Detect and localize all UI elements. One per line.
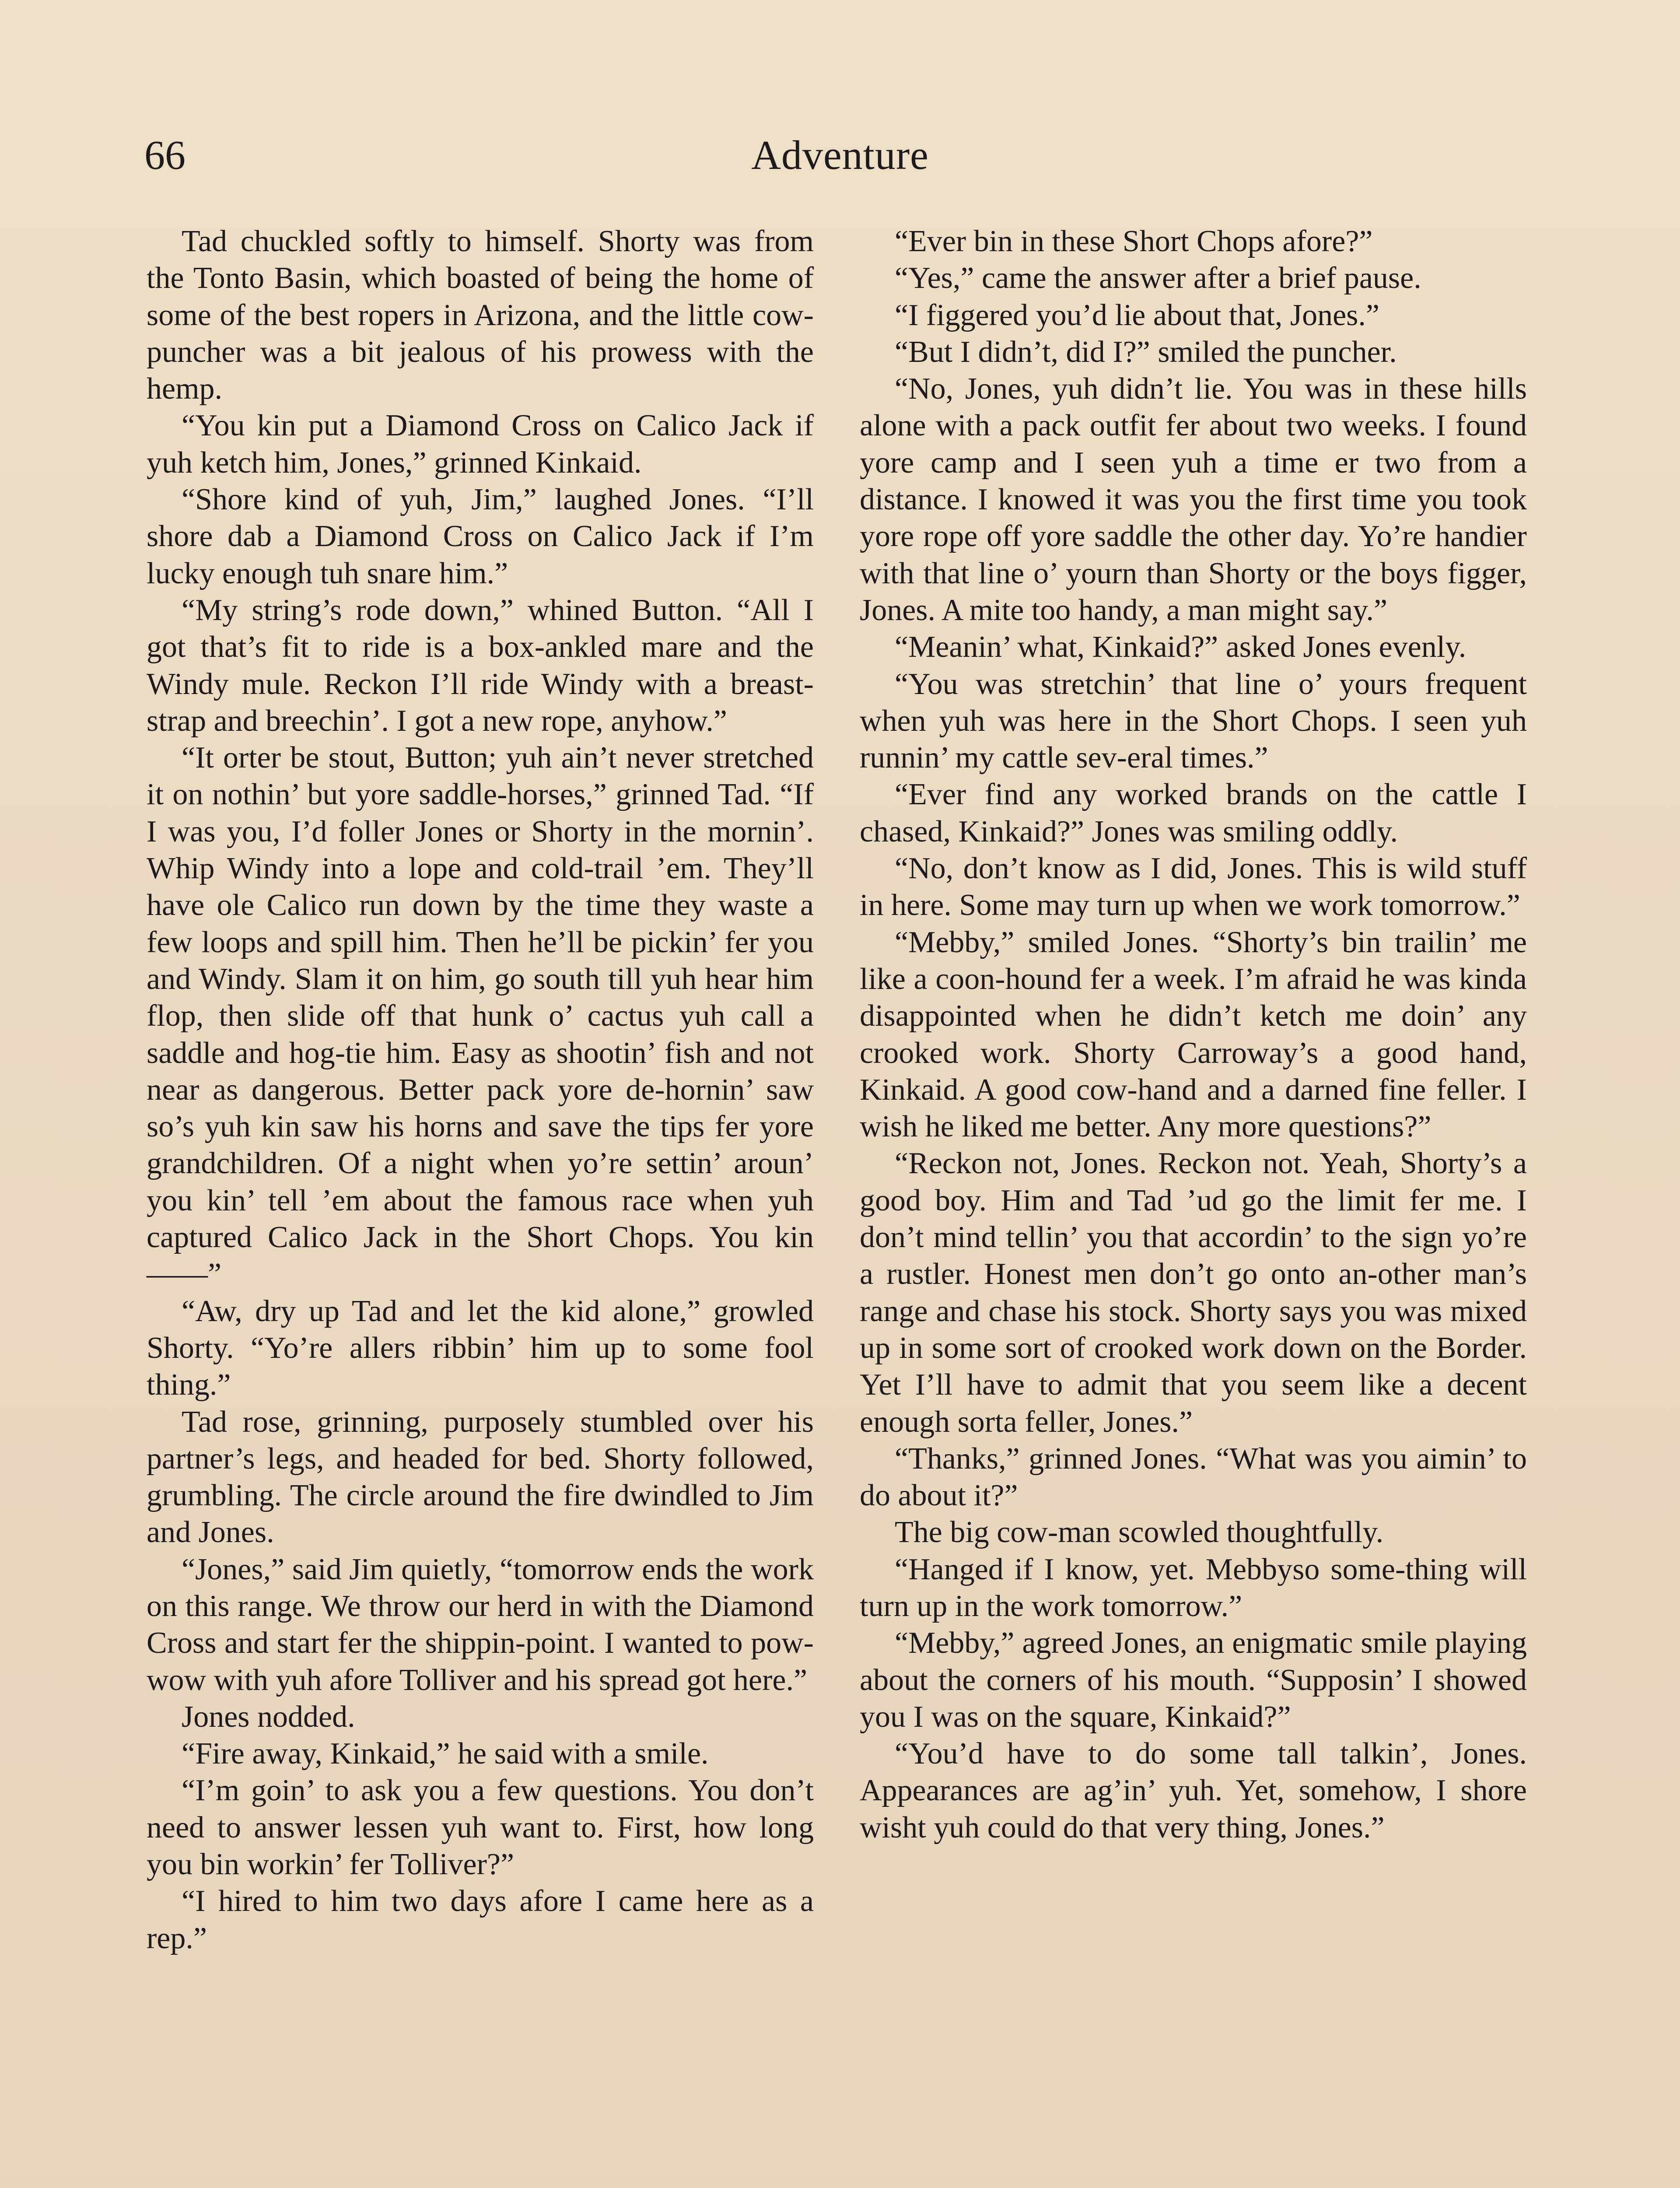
paragraph: “Yes,” came the answer after a brief pause. — [895, 261, 1421, 295]
paragraph: Jones nodded. — [182, 1700, 355, 1734]
page-header — [144, 127, 1536, 184]
paragraph: “No, Jones, yuh didn’t lie. You was in these hills alone with a pack outfit fer about two weeks. I found yore camp and I seen yuh a time er two from a distance. I knowed it was you the first time you took yore rope off yore saddle the other day. Yo’re handier with that line o’ yourn than Shorty or the boys figger, Jones. A mite too handy, a man might say.” — [860, 372, 1527, 627]
paragraph: “Meanin’ what, Kinkaid?” asked Jones evenly. — [895, 630, 1466, 664]
paragraph: “You’d have to do some tall talkin’, Jones. Appearances are ag’in’ yuh. Yet, somehow, I shore wisht yuh could do that very thing, Jones.” — [860, 1737, 1527, 1844]
paragraph: The big cow-man scowled thoughtfully. — [895, 1515, 1384, 1550]
paragraph: Tad rose, grinning, purposely stumbled over his partner’s legs, and headed for bed. Shorty followed, grumbling. The circle around the fire dwindled to Jim and Jones. — [147, 1405, 814, 1550]
paragraph: “Mebby,” agreed Jones, an enigmatic smile playing about the corners of his mouth. “Supposin’ I showed you I was on the square, Kinkaid?” — [860, 1626, 1527, 1734]
paragraph: “You was stretchin’ that line o’ yours frequent when yuh was here in the Short Chops. I seen yuh runnin’ my cattle sev-eral times.” — [860, 667, 1527, 775]
paragraph: “I figgered you’d lie about that, Jones.” — [895, 298, 1379, 332]
paragraph: “Jones,” said Jim quietly, “tomorrow ends the work on this range. We throw our herd in with the Diamond Cross and start fer the shippin-point. I wanted to pow-wow with yuh afore Tolliver and his spread got here.” — [147, 1552, 814, 1697]
right-column — [860, 223, 1527, 1846]
paragraph: “Shore kind of yuh, Jim,” laughed Jones. “I’ll shore dab a Diamond Cross on Calico Jack if I’m lucky enough tuh snare him.” — [147, 483, 814, 590]
paragraph: “Reckon not, Jones. Reckon not. Yeah, Shorty’s a good boy. Him and Tad ’ud go the limit fer me. I don’t mind tellin’ you that accordin’ to the sign yo’re a rustler. Honest men don’t go onto an-other man’s range and chase his stock. Shorty says you was mixed up in some sort of crooked work down on the Border. Yet I’ll have to admit that you seem like a decent enough sorta feller, Jones.” — [860, 1147, 1527, 1439]
paragraph: “Mebby,” smiled Jones. “Shorty’s bin trailin’ me like a coon-hound fer a week. I’m afraid he was kinda disappointed when he didn’t ketch me doin’ any crooked work. Shorty Carroway’s a good hand, Kinkaid. A good cow-hand and a darned fine feller. I wish he liked me better. Any more questions?” — [860, 925, 1527, 1144]
paragraph: “Ever bin in these Short Chops afore?” — [895, 224, 1373, 258]
paragraph: “Aw, dry up Tad and let the kid alone,” growled Shorty. “Yo’re allers ribbin’ him up to some fool thing.” — [147, 1294, 814, 1402]
paragraph: “It orter be stout, Button; yuh ain’t never stretched it on nothin’ but yore saddle-horses,” grinned Tad. “If I was you, I’d foller Jones or Shorty in the mornin’. Whip Windy into a lope and cold-trail ’em. They’ll have ole Calico run down by the time they waste a few loops and spill him. Then he’ll be pickin’ fer you and Windy. Slam it on him, go south till yuh hear him flop, then slide off that hunk o’ cactus yuh call a saddle and hog-tie him. Easy as shootin’ fish and not near as dangerous. Better pack yore de-hornin’ saw so’s yuh kin saw his horns and save the tips fer yore grandchildren. Of a night when yo’re settin’ aroun’ you kin’ tell ’em about the famous race when yuh captured Calico Jack in the Short Chops. You kin——” — [147, 741, 814, 1291]
left-column — [147, 223, 814, 1957]
paragraph: “You kin put a Diamond Cross on Calico Jack if yuh ketch him, Jones,” grinned Kinkaid. — [147, 409, 814, 480]
paragraph: “No, don’t know as I did, Jones. This is wild stuff in here. Some may turn up when we work tomorrow.” — [860, 852, 1527, 922]
paragraph: “But I didn’t, did I?” smiled the puncher. — [895, 335, 1397, 369]
paragraph: “My string’s rode down,” whined Button. “All I got that’s fit to ride is a box-ankled mare and the Windy mule. Reckon I’ll ride Windy with a breast-strap and breechin’. I got a new rope, anyhow.” — [147, 593, 814, 738]
paragraph: Tad chuckled softly to himself. Shorty was from the Tonto Basin, which boasted of being the home of some of the best ropers in Arizona, and the little cow-puncher was a bit jealous of his prowess with the hemp. — [147, 224, 814, 406]
paragraph: “Thanks,” grinned Jones. “What was you aimin’ to do about it?” — [860, 1441, 1527, 1513]
paragraph: “Ever find any worked brands on the cattle I chased, Kinkaid?” Jones was smiling oddly. — [860, 778, 1527, 849]
paragraph: “Hanged if I know, yet. Mebbyso some-thing will turn up in the work tomorrow.” — [860, 1552, 1527, 1623]
page-number: 66 — [144, 133, 186, 178]
paragraph: “I’m goin’ to ask you a few questions. You don’t need to answer lessen yuh want to. First, how long you bin workin’ fer Tolliver?” — [147, 1774, 814, 1882]
paragraph: “I hired to him two days afore I came here as a rep.” — [147, 1884, 814, 1955]
running-title: Adventure — [751, 133, 929, 178]
paragraph: “Fire away, Kinkaid,” he said with a smile. — [182, 1737, 709, 1771]
